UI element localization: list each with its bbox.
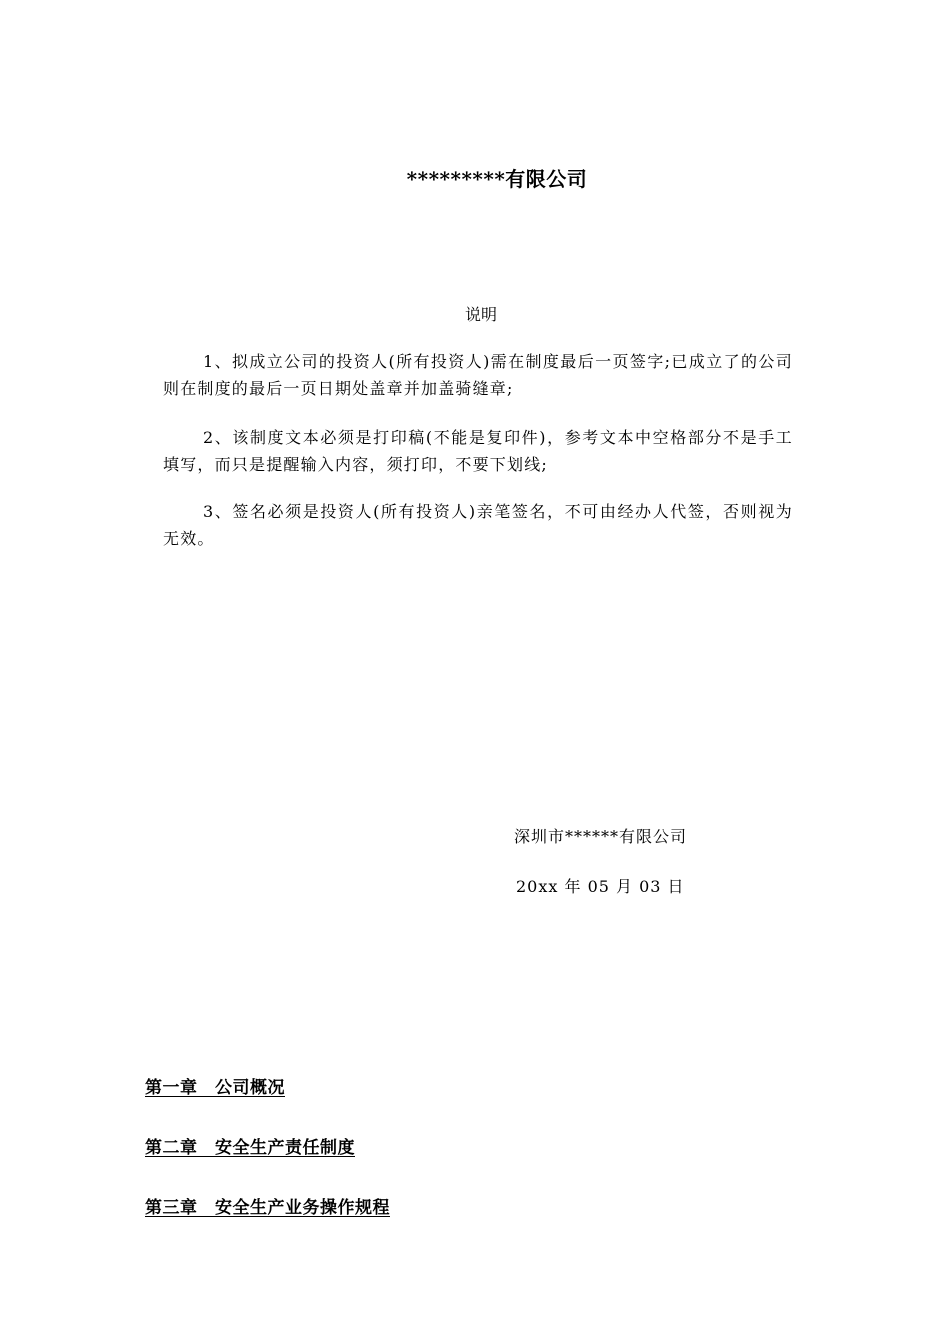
toc-item-chapter-2[interactable]: 第二章 安全生产责任制度 xyxy=(145,1138,355,1158)
signature-company: 深圳市******有限公司 xyxy=(514,827,688,846)
toc-item-chapter-1[interactable]: 第一章 公司概况 xyxy=(145,1078,285,1098)
notice-item-1: 1、拟成立公司的投资人(所有投资人)需在制度最后一页签字;已成立了的公司则在制度的最后一页日期处盖章并加盖骑缝章; xyxy=(163,352,793,398)
page-title: *********有限公司 xyxy=(406,167,588,191)
signature-date: 20xx 年 05 月 03 日 xyxy=(516,877,685,896)
notice-item-2: 2、该制度文本必须是打印稿(不能是复印件)，参考文本中空格部分不是手工填写，而只是提醒输入内容，须打印，不要下划线; xyxy=(163,428,793,474)
notice-item-3: 3、签名必须是投资人(所有投资人)亲笔签名，不可由经办人代签，否则视为无效。 xyxy=(163,502,793,548)
toc-item-chapter-3[interactable]: 第三章 安全生产业务操作规程 xyxy=(145,1198,390,1218)
notice-heading: 说明 xyxy=(464,305,497,324)
